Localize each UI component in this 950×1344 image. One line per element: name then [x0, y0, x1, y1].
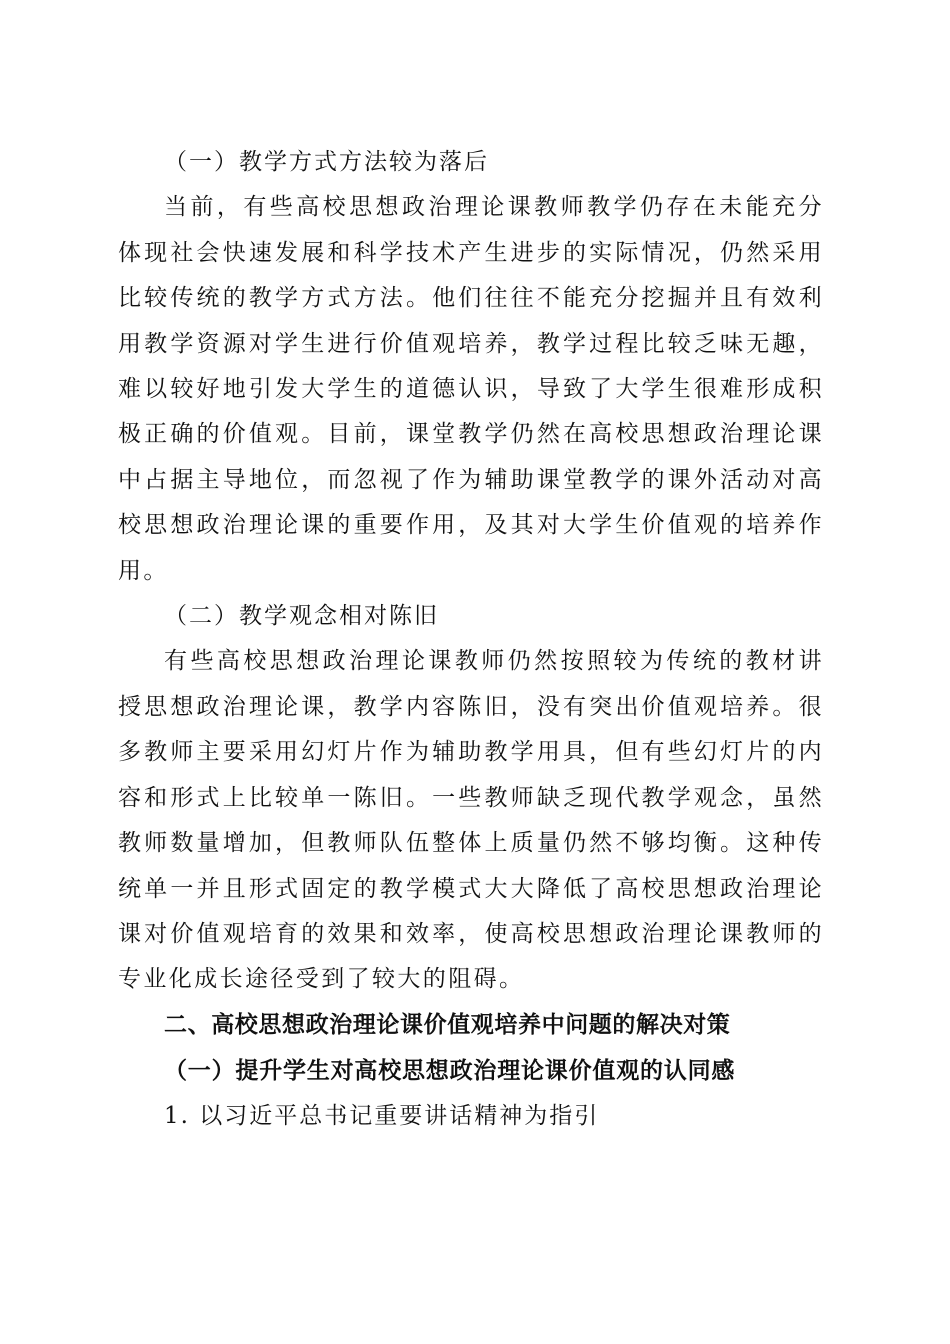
paragraph-teaching-methods: 当前，有些高校思想政治理论课教师教学仍存在未能充分体现社会快速发展和科学技术产生进步的实际情况，仍然采用比较传统的教学方式方法。他们往往不能充分挖掘并且有效利用教学资源对学生进行价值观培养，教学过程比较乏味无趣，难以较好地引发大学生的道德认识，导致了大学生很难形成积极正确的价值观。目前，课堂教学仍然在高校思想政治理论课中占据主导地位，而忽视了作为辅助课堂教学的课外活动对高校思想政治理论课的重要作用，及其对大学生价值观的培养作用。 [118, 194, 824, 584]
chapter-heading-solutions: 二、高校思想政治理论课价值观培养中问题的解决对策 [164, 1011, 731, 1038]
document-page [118, 140, 824, 1139]
section-heading-teaching-methods: （一）教学方式方法较为落后 [164, 149, 489, 175]
section-heading-teaching-concepts: （二）教学观念相对陈旧 [164, 603, 439, 630]
paragraph-teaching-concepts: 有些高校思想政治理论课教师仍然按照较为传统的教材讲授思想政治理论课，教学内容陈旧，没有突出价值观培养。很多教师主要采用幻灯片作为辅助教学用具，但有些幻灯片的内容和形式上比较单一陈旧。一些教师缺乏现代教学观念，虽然教师数量增加，但教师队伍整体上质量仍然不够均衡。这种传统单一并且形式固定的教学模式大大降低了高校思想政治理论课对价值观培育的效果和效率，使高校思想政治理论课教师的专业化成长途径受到了较大的阻碍。 [118, 648, 824, 993]
numbered-item-1: 1. 以习近平总书记重要讲话精神为指引 [164, 1102, 600, 1129]
section-heading-identity: （一）提升学生对高校思想政治理论课价值观的认同感 [164, 1057, 736, 1085]
